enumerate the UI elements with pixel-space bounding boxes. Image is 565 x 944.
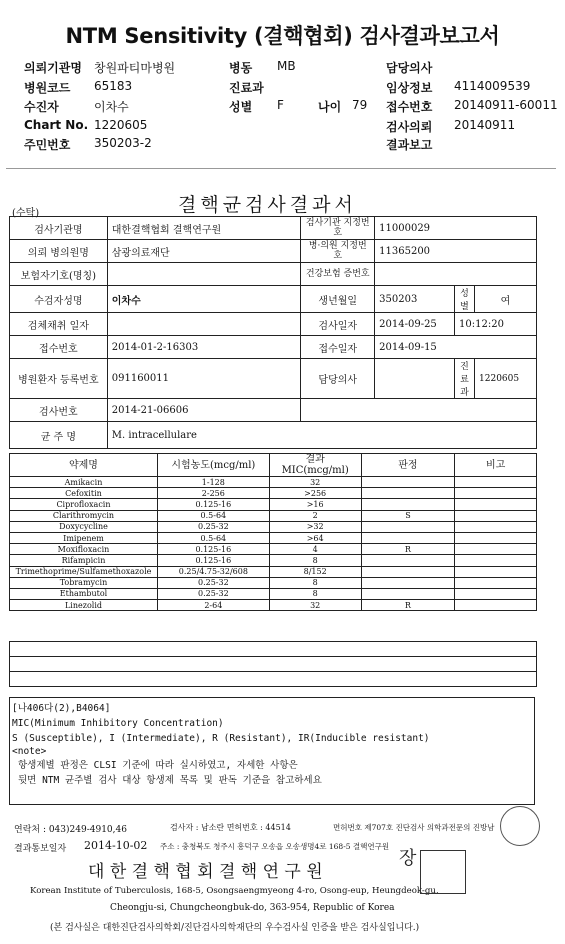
mic-cell: 2 [269,510,361,521]
collect-value [107,313,301,336]
insurance-value [107,263,301,286]
notes-line2: 뒷면 NTM 균주별 검사 대상 항생제 목록 및 판독 기준을 참고하세요 [18,775,322,786]
conc-cell: 0.125-16 [157,499,269,510]
blank-row [10,657,537,672]
judge-cell: R [361,544,455,555]
footer-report-date-label: 결과통보일자 [14,844,67,854]
sutak-label: (수탁) [12,208,40,219]
mic-cell: 32 [269,600,361,611]
dob-label: 생년월일 [301,286,375,313]
recv-no-label: 접수번호 [10,336,108,359]
drug-cell: Tobramycin [10,577,158,588]
notes-code: [나406다(2),B4064] [12,703,111,714]
footer-address-kr: 주소 : 충청북도 청주시 흥덕구 오송읍 오송생명4로 168-5 결핵연구원 [160,842,390,851]
ssn-value: 350203-2 [94,136,152,150]
result-label: 결과보고 [386,138,433,152]
drug-cell: Doxycycline [10,521,158,532]
ins-card-value [375,263,537,286]
mic-row [10,544,537,555]
mic-cell: 8/152 [269,566,361,577]
request-label: 검사의뢰 [386,120,433,134]
mic-row [10,488,537,499]
seal-char: 장 [399,848,417,869]
notes-label: <note> [12,746,47,757]
hosp-no-value: 11365200 [375,240,537,263]
lab-no-value: 11000029 [375,217,537,240]
footer-address-en2: Cheongju-si, Chungcheongbuk-do, 363-954, Republic of Korea [110,903,395,913]
report-dept-value: 1220605 [475,359,537,399]
conc-cell: 2-64 [157,600,269,611]
mic-row [10,577,537,588]
lab-no-label: 검사기관 지정번호 [301,217,375,240]
report-sex-value: 여 [475,286,537,313]
receipt-value: 20140911-60011 [454,98,558,112]
mic-row [10,532,537,543]
mic-row [10,477,537,488]
mic-cell: 8 [269,577,361,588]
organism-value: M. intracellulare [107,422,536,449]
mic-row [10,499,537,510]
drug-cell: Cefoxitin [10,488,158,499]
judge-cell [361,532,455,543]
blank-row [10,642,537,657]
test-date-value: 2014-09-25 [375,313,455,336]
footer-org-name: 대 한 결 핵 협 회 결 핵 연 구 원 [88,862,323,882]
conc-cell: 0.125-16 [157,555,269,566]
blank-row [10,672,537,687]
drug-cell: Amikacin [10,477,158,488]
reg-no-value: 091160011 [107,359,301,399]
judge-cell: R [361,600,455,611]
mic-row [10,566,537,577]
mic-row [10,521,537,532]
organism-label: 균 주 명 [10,422,108,449]
blank-table [9,641,537,687]
report-info-table [9,216,537,449]
mic-row [10,588,537,599]
seal-round [500,806,540,846]
receipt-label: 접수번호 [386,100,433,114]
blank-cell [301,399,537,422]
age-value: 79 [352,98,368,112]
conc-cell: 0.25-32 [157,521,269,532]
report-doctor-label: 담당의사 [301,359,375,399]
hospital-code-label: 병원코드 [24,81,71,95]
note-cell [455,544,537,555]
judge-cell [361,499,455,510]
ward-value: MB [277,59,296,73]
drug-cell: Trimethoprime/Sulfamethoxazole [10,566,158,577]
institution-value: 창원파티마병원 [94,61,176,75]
conc-cell: 2-256 [157,488,269,499]
mic-cell: >32 [269,521,361,532]
hosp-no-label: 병·의원 지정번호 [301,240,375,263]
note-cell [455,521,537,532]
conc-cell: 1-128 [157,477,269,488]
note-cell [455,477,537,488]
insurance-label: 보험자기호(명칭) [10,263,108,286]
notes-box [9,697,535,805]
mic-table [9,453,537,611]
ward-label: 병동 [229,61,253,75]
drug-cell: Clarithromycin [10,510,158,521]
mic-row [10,600,537,611]
judge-cell [361,566,455,577]
conc-cell: 0.25-32 [157,577,269,588]
test-date-label: 검사일자 [301,313,375,336]
lab-name-value: 대한결핵협회 결핵연구원 [107,217,301,240]
report-patient-label: 수검자성명 [10,286,108,313]
hospital-code-value: 65183 [94,79,133,93]
note-cell [455,600,537,611]
judge-cell [361,577,455,588]
footer-cert: (본 검사실은 대한진단검사의학회/진단검사의학재단의 우수검사실 인증을 받은 검사실입니다.) [50,923,420,933]
collect-label: 검체채취 일자 [10,313,108,336]
clinical-value: 4114009539 [454,79,531,93]
notes-line1: 항생제별 판정은 CLSI 기준에 따라 실시하였고, 자세한 사항은 [18,760,298,771]
test-time-value: 10:12:20 [455,313,537,336]
col-conc: 시험농도(mcg/ml) [157,454,269,477]
page-title: NTM Sensitivity (결핵협회) 검사결과보고서 [65,24,500,48]
judge-cell [361,488,455,499]
footer-report-date: 2014-10-02 [84,839,148,852]
mic-cell: >16 [269,499,361,510]
note-cell [455,499,537,510]
judge-cell [361,555,455,566]
hospital-label: 의뢰 병의원명 [10,240,108,263]
request-value: 20140911 [454,118,516,132]
note-cell [455,510,537,521]
mic-cell: 8 [269,588,361,599]
ins-card-label: 건강보험 증번호 [301,263,375,286]
patient-label: 수진자 [24,100,59,114]
judge-cell [361,588,455,599]
footer-contact: 연락처 : 043)249-4910,46 [14,825,127,835]
mic-cell: >256 [269,488,361,499]
notes-mic-def: MIC(Minimum Inhibitory Concentration) [12,718,224,729]
drug-cell: Ciprofloxacin [10,499,158,510]
sex-value: F [277,98,284,112]
reg-no-label: 병원환자 등록번호 [10,359,108,399]
mic-cell: 8 [269,555,361,566]
conc-cell: 0.5-64 [157,510,269,521]
dob-value: 350203 [375,286,455,313]
col-note: 비고 [455,454,537,477]
drug-cell: Linezolid [10,600,158,611]
judge-cell [361,477,455,488]
chart-value: 1220605 [94,118,148,132]
drug-cell: Imipenem [10,532,158,543]
report-dept-label: 진료과 [455,359,475,399]
judge-cell: S [361,510,455,521]
footer-examiner: 검사자 : 남소란 면허번호 : 44514 [170,823,291,832]
conc-cell: 0.5-64 [157,532,269,543]
mic-cell: 32 [269,477,361,488]
drug-cell: Moxifloxacin [10,544,158,555]
footer-address-en1: Korean Institute of Tuberculosis, 168-5, Osongsaengmyeong 4-ro, Osong-eup, Heungdeok-gu, [30,886,439,896]
note-cell [455,532,537,543]
dept-label: 진료과 [229,81,264,95]
report-patient-value: 이차수 [107,286,301,313]
report-doctor-value [375,359,455,399]
note-cell [455,588,537,599]
mic-row [10,555,537,566]
recv-date-value: 2014-09-15 [375,336,537,359]
drug-cell: Rifampicin [10,555,158,566]
test-no-label: 검사번호 [10,399,108,422]
conc-cell: 0.25-32 [157,588,269,599]
judge-cell [361,521,455,532]
institution-label: 의뢰기관명 [24,61,82,75]
col-judge: 판정 [361,454,455,477]
ssn-label: 주민번호 [24,138,71,152]
mic-cell: 4 [269,544,361,555]
patient-value: 이차수 [94,100,129,114]
doctor-label: 담당의사 [386,61,433,75]
note-cell [455,577,537,588]
mic-row [10,510,537,521]
note-cell [455,488,537,499]
clinical-label: 임상정보 [386,81,433,95]
report-sex-label: 성별 [455,286,475,313]
note-cell [455,566,537,577]
note-cell [455,555,537,566]
report-title: 결핵균검사결과서 [178,194,357,216]
conc-cell: 0.125-16 [157,544,269,555]
notes-legend: S (Susceptible), I (Intermediate), R (Resistant), IR(Inducible resistant) [12,733,430,744]
lab-name-label: 검사기관명 [10,217,108,240]
sex-label: 성별 [229,100,253,114]
footer-license: 면허번호 제707호 진단검사 의학과전문의 진방남 [333,823,495,832]
drug-cell: Ethambutol [10,588,158,599]
chart-label: Chart No. [24,118,89,132]
hospital-value: 삼광의료재단 [107,240,301,263]
recv-no-value: 2014-01-2-16303 [107,336,301,359]
recv-date-label: 접수일자 [301,336,375,359]
col-mic: 결과 MIC(mcg/ml) [269,454,361,477]
test-no-value: 2014-21-06606 [107,399,301,422]
age-label: 나이 [318,100,342,114]
col-drug: 약제명 [10,454,158,477]
seal-square [399,848,466,894]
mic-cell: >64 [269,532,361,543]
conc-cell: 0.25/4.75-32/608 [157,566,269,577]
